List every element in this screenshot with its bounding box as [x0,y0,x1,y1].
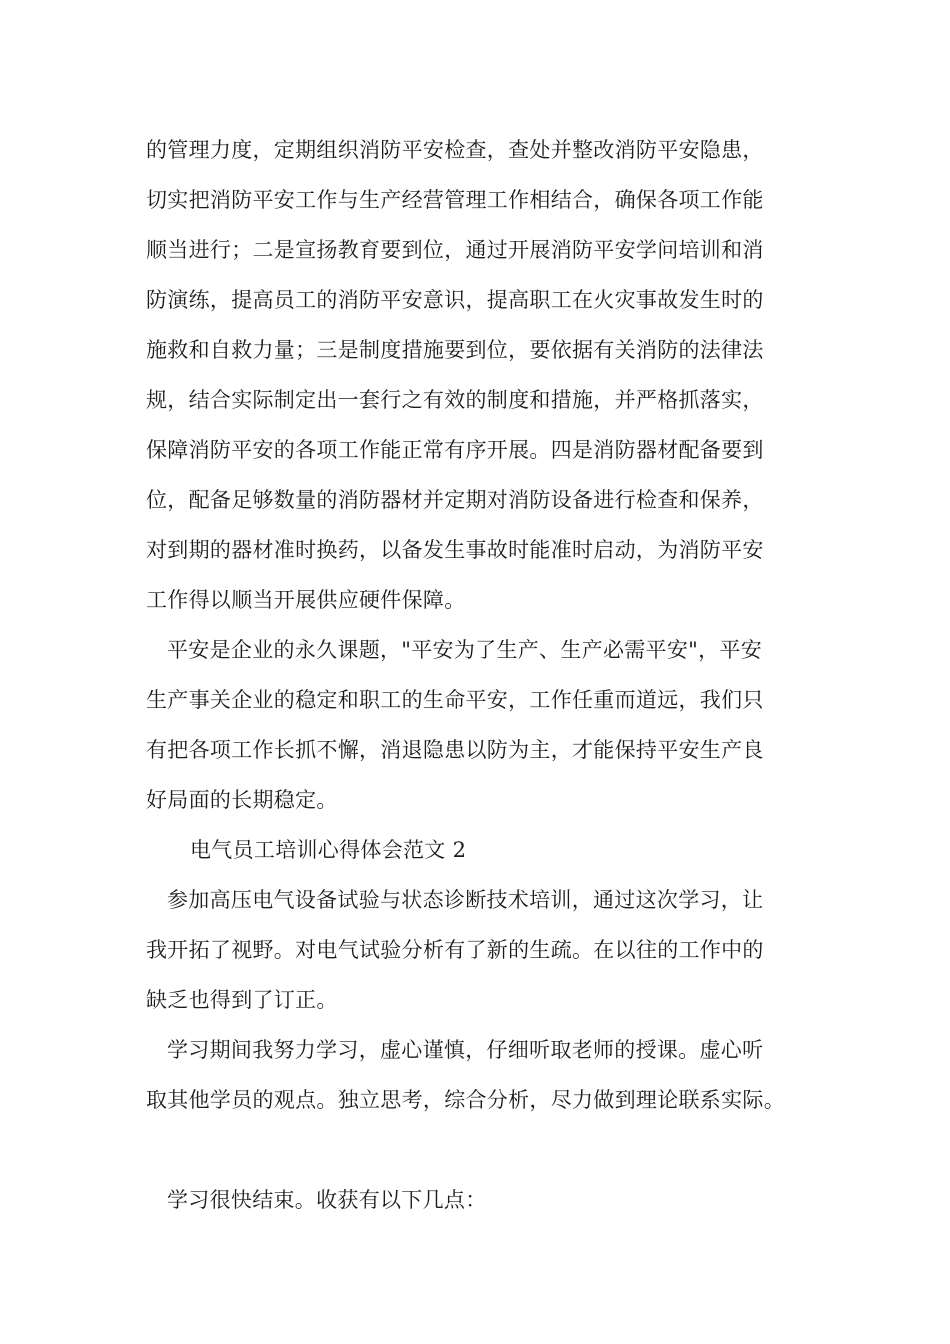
text-line-5: 施救和自救力量；三是制度措施要到位，要依据有关消防的法律法 [146,338,764,362]
text-line-8: 位，配备足够数量的消防器材并定期对消防设备进行检查和保养， [146,488,764,512]
text-line-9: 对到期的器材准时换药，以备发生事故时能准时启动，为消防平安 [146,538,764,562]
text-line-6: 规，结合实际制定出一套行之有效的制度和措施，并严格抓落实， [146,388,764,412]
text-line-1: 的管理力度，定期组织消防平安检查，查处并整改消防平安隐患， [146,138,764,162]
text-line-12: 生产事关企业的稳定和职工的生命平安，工作任重而道远，我们只 [146,688,764,712]
paragraph-start-line: 学习期间我努力学习，虚心谨慎，仔细听取老师的授课。虚心听 [167,1038,764,1062]
section-heading: 电气员工培训心得体会范文 2 [190,838,467,862]
text-line-14: 好局面的长期稳定。 [146,788,338,812]
paragraph-start-line: 学习很快结束。收获有以下几点： [167,1188,487,1212]
text-line-4: 防演练，提高员工的消防平安意识，提高职工在火灾事故发生时的 [146,288,764,312]
text-line-3: 顺当进行；二是宣扬教育要到位，通过开展消防平安学问培训和消 [146,238,764,262]
text-line-18: 缺乏也得到了订正。 [146,988,338,1012]
text-line-7: 保障消防平安的各项工作能正常有序开展。四是消防器材配备要到 [146,438,764,462]
paragraph-start-line: 平安是企业的永久课题，"平安为了生产、生产必需平安"，平安 [167,638,763,662]
text-line-10: 工作得以顺当开展供应硬件保障。 [146,588,466,612]
paragraph-start-line: 参加高压电气设备试验与状态诊断技术培训，通过这次学习，让 [167,888,764,912]
text-line-20: 取其他学员的观点。独立思考，综合分析，尽力做到理论联系实际。 [146,1088,785,1112]
text-line-13: 有把各项工作长抓不懈，消退隐患以防为主，才能保持平安生产良 [146,738,764,762]
text-line-2: 切实把消防平安工作与生产经营管理工作相结合，确保各项工作能 [146,188,764,212]
text-line-17: 我开拓了视野。对电气试验分析有了新的生疏。在以往的工作中的 [146,938,764,962]
